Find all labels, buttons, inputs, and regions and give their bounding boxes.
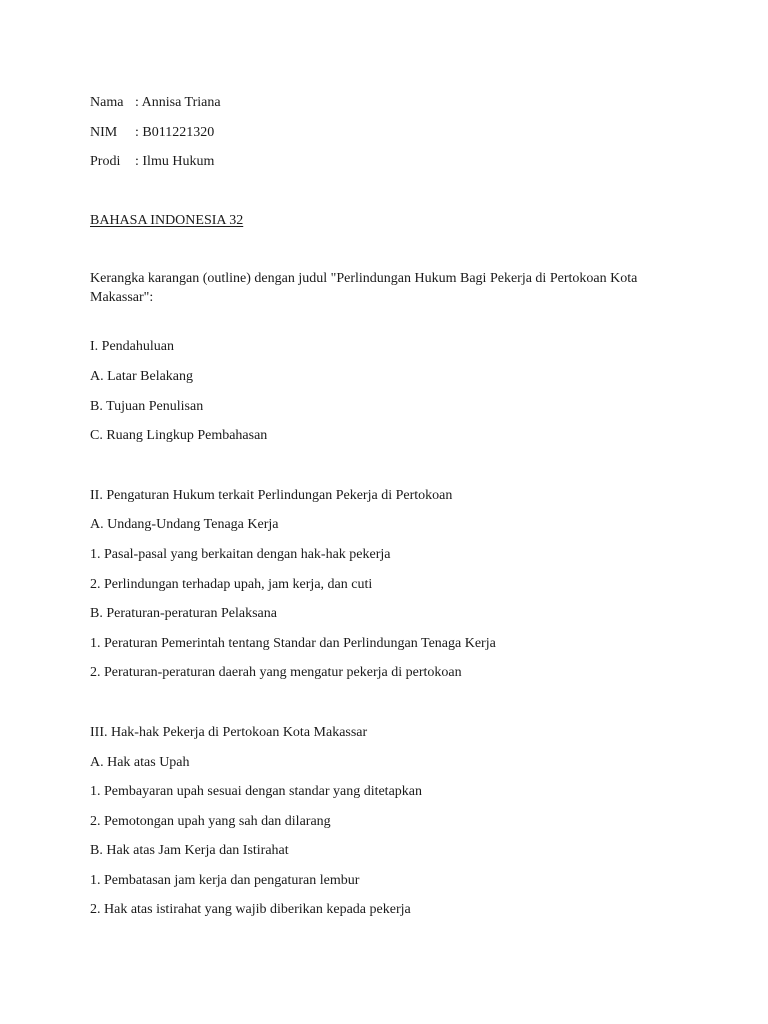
outline-item: A. Undang-Undang Tenaga Kerja [90, 517, 279, 533]
outline-item: C. Ruang Lingkup Pembahasan [90, 428, 268, 444]
outline-item: B. Hak atas Jam Kerja dan Istirahat [90, 843, 289, 859]
outline-item: B. Tujuan Penulisan [90, 398, 204, 414]
outline-item: 1. Pasal-pasal yang berkaitan dengan hak-hak pekerja [90, 546, 391, 562]
section-heading: III. Hak-hak Pekerja di Pertokoan Kota Makassar [90, 724, 368, 740]
spacer [90, 307, 690, 337]
outline-item: A. Latar Belakang [90, 368, 194, 384]
outline-item: 1. Pembayaran upah sesuai dengan standar yang ditetapkan [90, 784, 423, 800]
nim-row [90, 123, 690, 153]
intro-paragraph: Kerangka karangan (outline) dengan judul "Perlindungan Hukum Bagi Pekerja di Pertokoan Kota Makassar": [90, 271, 638, 306]
nim-value: : B011221320 [135, 124, 215, 140]
course-title: BAHASA INDONESIA 32 [90, 212, 244, 228]
prodi-label: Prodi [90, 154, 121, 170]
spacer [90, 456, 690, 486]
outline-item: B. Peraturan-peraturan Pelaksana [90, 606, 277, 622]
course-title-row [90, 211, 690, 241]
section-heading: II. Pengaturan Hukum terkait Perlindungan Pekerja di Pertokoan [90, 487, 453, 503]
outline-item: 2. Pemotongan upah yang sah dan dilarang [90, 813, 331, 829]
nim-label: NIM [90, 124, 118, 140]
outline-item: 2. Hak atas istirahat yang wajib diberikan kepada pekerja [90, 902, 411, 918]
outline-item: 1. Peraturan Pemerintah tentang Standar dan Perlindungan Tenaga Kerja [90, 635, 496, 651]
spacer [90, 182, 690, 211]
spacer [90, 240, 690, 269]
name-row [90, 93, 690, 123]
name-label: Nama [90, 95, 124, 110]
name-value: : Annisa Triana [135, 95, 221, 110]
outline-item: 1. Pembatasan jam kerja dan pengaturan lembur [90, 872, 360, 888]
outline-item: A. Hak atas Upah [90, 754, 190, 770]
section-heading: I. Pendahuluan [90, 339, 174, 355]
outline-item: 2. Peraturan-peraturan daerah yang mengatur pekerja di pertokoan [90, 665, 462, 681]
prodi-value: : Ilmu Hukum [135, 154, 215, 170]
spacer [90, 693, 690, 723]
outline-item: 2. Perlindungan terhadap upah, jam kerja, dan cuti [90, 576, 373, 592]
prodi-row [90, 152, 690, 182]
document-page [90, 93, 690, 930]
